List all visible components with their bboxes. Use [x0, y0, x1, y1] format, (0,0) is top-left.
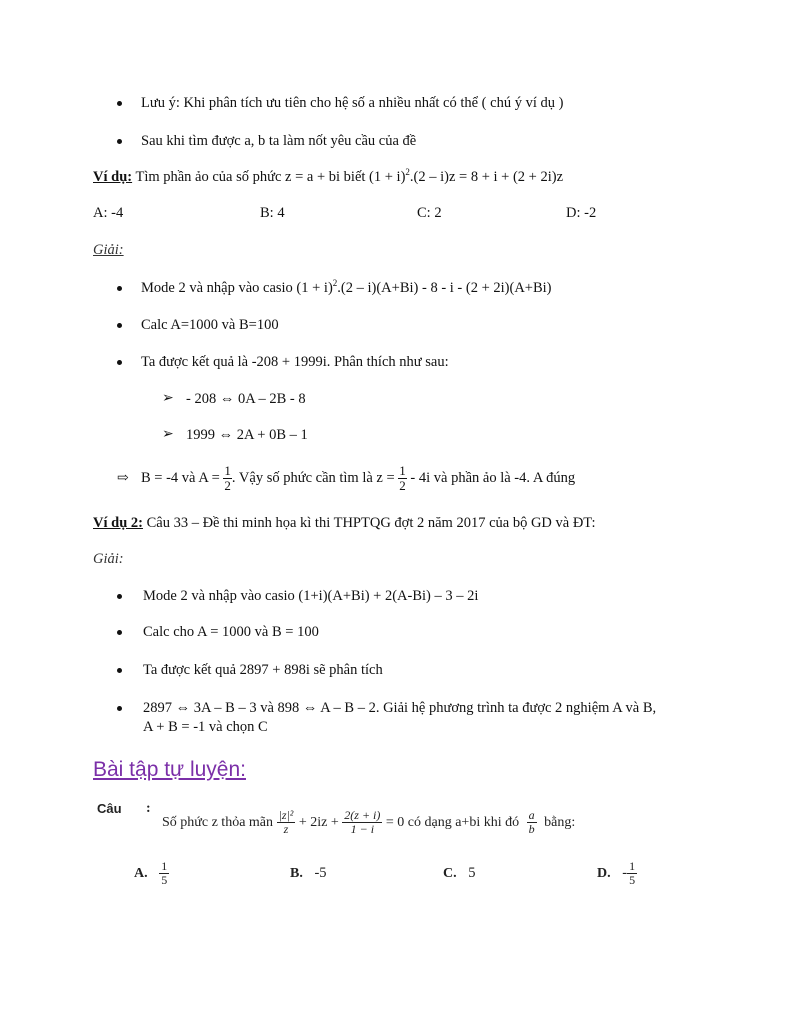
bullet-dot	[117, 706, 122, 711]
option-c: C. 5	[443, 865, 476, 881]
example2-step4-line2: A + B = -1 và chọn C	[143, 719, 268, 735]
example1-step1: Mode 2 và nhập vào casio $(1 + i)^2.(2 - i)(A+Bi) - 8 - i - (2 + 2i)(A+Bi)$	[141, 278, 552, 296]
option-d: D. - $\frac{1}{5}$	[597, 859, 636, 888]
example2-step1: Mode 2 và nhập vào casio (1+i)(A+Bi) + 2(A-Bi) – 3 – 2i	[143, 588, 479, 604]
example2-step3: Ta được kết quả 2897 + 898i sẽ phân tích	[143, 662, 383, 678]
question-label: Câu	[97, 801, 122, 816]
example1-step3: Ta được kết quả là -208 + 1999i. Phân thích như sau:	[141, 354, 449, 370]
question-colon: :	[146, 801, 151, 816]
exercises-heading: Bài tập tự luyện:	[93, 758, 246, 781]
bullet-dot	[117, 101, 122, 106]
solution-label-2: Giải:	[93, 551, 124, 567]
bullet-dot	[117, 630, 122, 635]
example2-step4-line1: 2897 ⇔ 3A – B – 3 và 898 ⇔ A – B – 2. Giải hệ phương trình ta được 2 nghiệm A và B,	[143, 700, 657, 716]
example2-step2: Calc cho A = 1000 và B = 100	[143, 624, 319, 640]
bullet-dot	[117, 668, 122, 673]
note-item-2: Sau khi tìm được a, b ta làm nốt yêu cầu của đề	[141, 133, 417, 149]
bullet-dot	[117, 594, 122, 599]
bullet-dot	[117, 323, 122, 328]
solution-label-1: Giải:	[93, 242, 124, 258]
arrow-bullet-icon: ➢	[162, 391, 174, 406]
option-b: B. -5	[290, 865, 327, 881]
fraction: $\frac{a}{b}$	[528, 808, 535, 837]
example1-step2: Calc A=1000 và B=100	[141, 317, 279, 333]
example2-question: Ví dụ 2: Câu 33 – Đề thi minh họa kì thi THPTQG đợt 2 năm 2017 của bộ GD và ĐT:	[93, 515, 596, 531]
choice-a: A: -4	[93, 205, 124, 221]
fraction: $\frac{\text{|z|²}}{z}$	[278, 808, 294, 837]
arrow-bullet-icon: ➢	[162, 427, 174, 442]
choice-c: C: 2	[417, 205, 442, 221]
example1-label: Ví dụ:	[93, 169, 133, 185]
example1-conclusion: B = -4 và A = $\frac{1}{2}$ . Vậy số phức cần tìm là z = $\frac{1}{2}$ - 4i và phần ảo là -4. A đúng	[141, 463, 576, 494]
example1-sub1: - 208 ⇔ 0A – 2B - 8	[186, 391, 306, 407]
bullet-dot	[117, 360, 122, 365]
fraction: $\frac{1}{2}$	[224, 463, 231, 494]
choice-b: B: 4	[260, 205, 285, 221]
example2-label: Ví dụ 2:	[93, 515, 143, 531]
exercise-question: Số phức z thỏa mãn $\frac{\text{|z|²}}{z}$ + 2iz + $\frac{2(z + i)}{1 - i}$ = 0 có dạng a+bi khi đó $\frac{a}{b}$ bằng:	[162, 808, 576, 837]
option-a: A. $\frac{1}{5}$	[134, 859, 168, 888]
example1-question: Ví dụ: Tìm phần ảo của số phức z = a + bi biết $(1 + i)^2.(2 - i)z = 8 + i + (2 + 2i)z$	[93, 167, 564, 185]
note-item-1: Lưu ý: Khi phân tích ưu tiên cho hệ số a nhiều nhất có thể ( chú ý ví dụ )	[141, 95, 564, 111]
choice-d: D: -2	[566, 205, 597, 221]
fraction: $\frac{2(z + i)}{1 - i}$	[344, 808, 381, 837]
example1-sub2: 1999 ⇔ 2A + 0B – 1	[186, 427, 308, 443]
bullet-dot	[117, 139, 122, 144]
fraction: $\frac{1}{2}$	[399, 463, 406, 494]
bullet-dot	[117, 286, 122, 291]
implies-arrow-icon: ⇨	[117, 471, 129, 486]
